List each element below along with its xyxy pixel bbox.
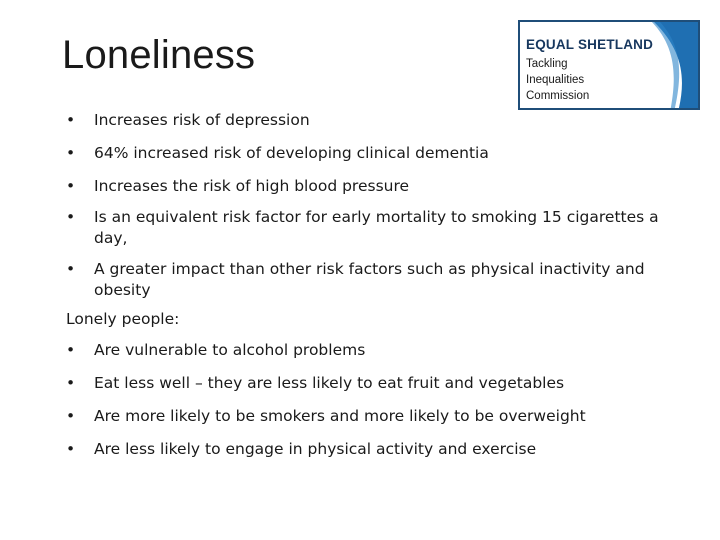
bullet-icon: •: [66, 111, 76, 129]
logo-name: EQUAL SHETLAND: [526, 37, 654, 52]
risk-list-item: [66, 110, 666, 131]
logo-line-commission: Commission: [526, 90, 590, 102]
bullet-icon: •: [66, 374, 76, 392]
risk-list-item: [66, 176, 666, 197]
bullet-icon: •: [66, 208, 76, 226]
lonely-people-list-item: [66, 340, 666, 361]
risk-list-item: [66, 207, 666, 249]
risk-text: A greater impact than other risk factors such as physical inactivity and obesity: [94, 260, 645, 299]
slide-title: Loneliness: [62, 33, 256, 77]
bullet-icon: •: [66, 177, 76, 195]
bullet-icon: •: [66, 260, 76, 278]
lonely-people-list-item: [66, 439, 666, 460]
logo-swoosh-graphic: [600, 20, 700, 110]
lonely-people-list-item: [66, 373, 666, 394]
risk-text: Is an equivalent risk factor for early mortality to smoking 15 cigarettes a day,: [94, 208, 659, 247]
equal-shetland-logo: [518, 20, 700, 110]
logo-line-tackling: Tackling: [526, 58, 568, 70]
lonely-people-text: Eat less well – they are less likely to eat fruit and vegetables: [94, 374, 565, 392]
risk-list-item: [66, 259, 666, 301]
bullet-icon: •: [66, 144, 76, 162]
risk-text: 64% increased risk of developing clinical dementia: [94, 144, 489, 162]
bullet-icon: •: [66, 440, 76, 458]
risk-text: Increases the risk of high blood pressure: [94, 177, 410, 195]
logo-line-inequalities: Inequalities: [526, 74, 585, 86]
risk-list-item: [66, 143, 666, 164]
lonely-people-text: Are more likely to be smokers and more likely to be overweight: [94, 407, 586, 425]
bullet-icon: •: [66, 407, 76, 425]
lonely-people-text: Are less likely to engage in physical activity and exercise: [94, 440, 537, 458]
risk-text: Increases risk of depression: [94, 111, 310, 129]
slide-content: [66, 110, 666, 460]
lonely-people-text: Are vulnerable to alcohol problems: [94, 341, 366, 359]
lonely-people-list-item: [66, 406, 666, 427]
lonely-people-heading: Lonely people:: [66, 310, 180, 328]
bullet-icon: •: [66, 341, 76, 359]
